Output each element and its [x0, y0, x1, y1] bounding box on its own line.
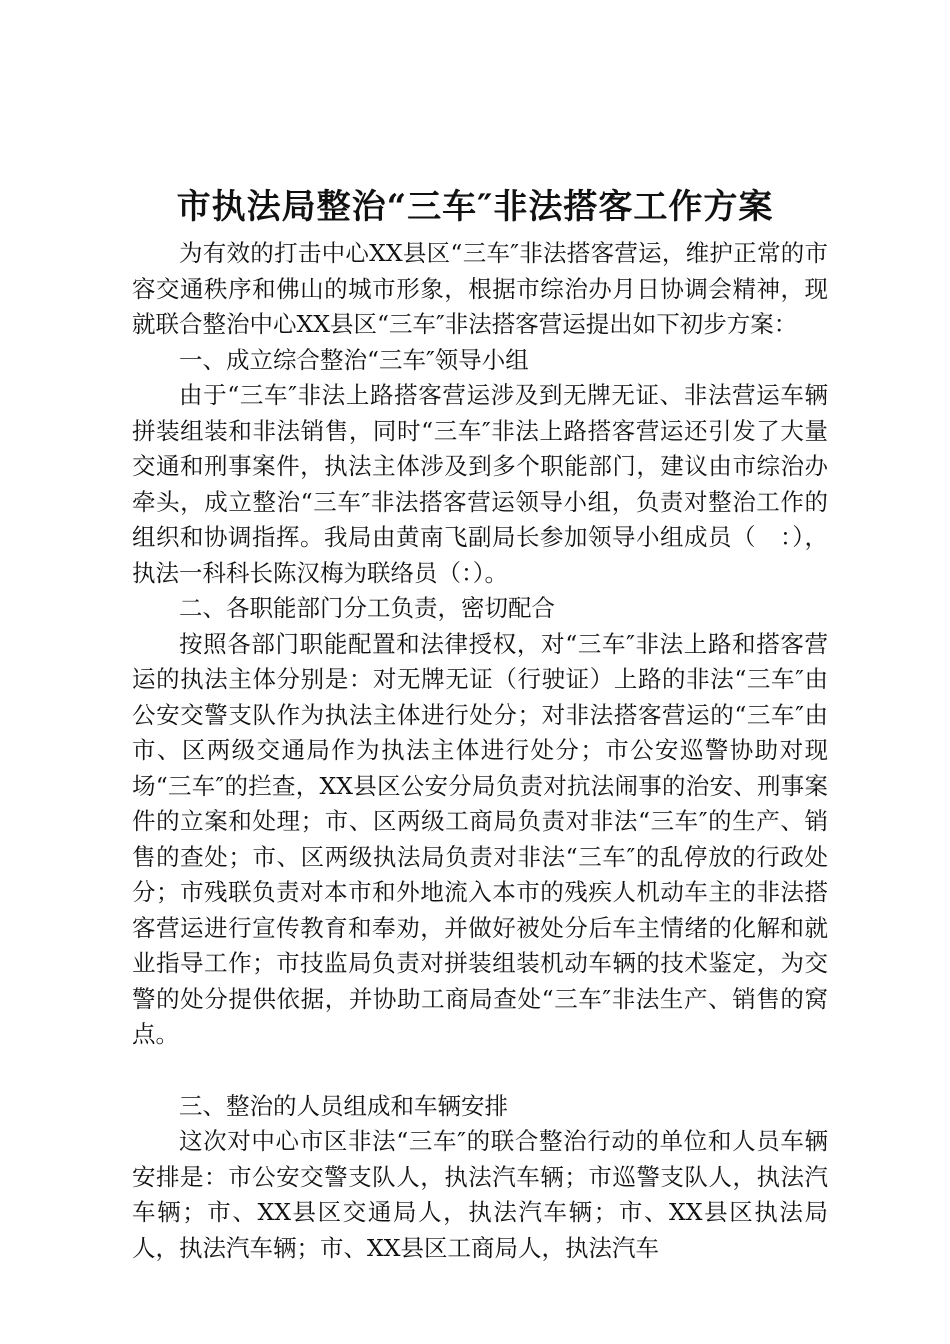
- document-body: [132, 236, 828, 1266]
- document-title: 市执法局整治“三车″非法搭客工作方案: [176, 187, 774, 227]
- section-2-heading: 二、各职能部门分工负责，密切配合: [179, 594, 555, 622]
- paragraph-spacer: [132, 1053, 828, 1089]
- section-2-paragraph: 按照各部门职能配置和法律授权，对“三车″非法上路和搭客营运的执法主体分别是：对无牌无证（行驶证）上路的非法“三车″由公安交警支队作为执法主体进行处分；对非法搭客营运的“三车″由市、区两级交通局作为执法主体进行处分；市公安巡警协助对现场“三车″的拦查，XX县区公安分局负责对抗法闹事的治安、刑事案件的立案和处理；市、区两级工商局负责对非法“三车″的生产、销售的查处；市、区两级执法局负责对非法“三车″的乱停放的行政处分；市残联负责对本市和外地流入本市的残疾人机动车主的非法搭客营运进行宣传教育和奉劝，并做好被处分后车主情绪的化解和就业指导工作；市技监局负责对拼装组装机动车辆的技术鉴定，为交警的处分提供依据，并协助工商局查处“三车″非法生产、销售的窝点。: [132, 629, 828, 1048]
- section-1-heading: 一、成立综合整治“三车″领导小组: [179, 345, 529, 374]
- section-1-paragraph: 由于“三车″非法上路搭客营运涉及到无牌无证、非法营运车辆拼装组装和非法销售，同时“三车″非法上路搭客营运还引发了大量交通和刑事案件，执法主体涉及到多个职能部门，建议由市综治办牵头，成立整治“三车″非法搭客营运领导小组，负责对整治工作的组织和协调指挥。我局由黄南飞副局长参加领导小组成员（ ：），执法一科科长陈汉梅为联络员（：）。: [132, 381, 828, 587]
- section-3-heading: 三、整治的人员组成和车辆安排: [179, 1091, 508, 1120]
- intro-paragraph: 为有效的打击中心XX县区“三车″非法搭客营运，维护正常的市容交通秩序和佛山的城市形象，根据市综治办月日协调会精神，现就联合整治中心XX县区“三车″非法搭客营运提出如下初步方案：: [132, 239, 828, 338]
- section-3-paragraph: 这次对中心市区非法“三车″的联合整治行动的单位和人员车辆安排是：市公安交警支队人，执法汽车辆；市巡警支队人，执法汽车辆；市、XX县区交通局人，执法汽车辆；市、XX县区执法局人，执法汽车辆；市、XX县区工商局人，执法汽车: [132, 1127, 828, 1262]
